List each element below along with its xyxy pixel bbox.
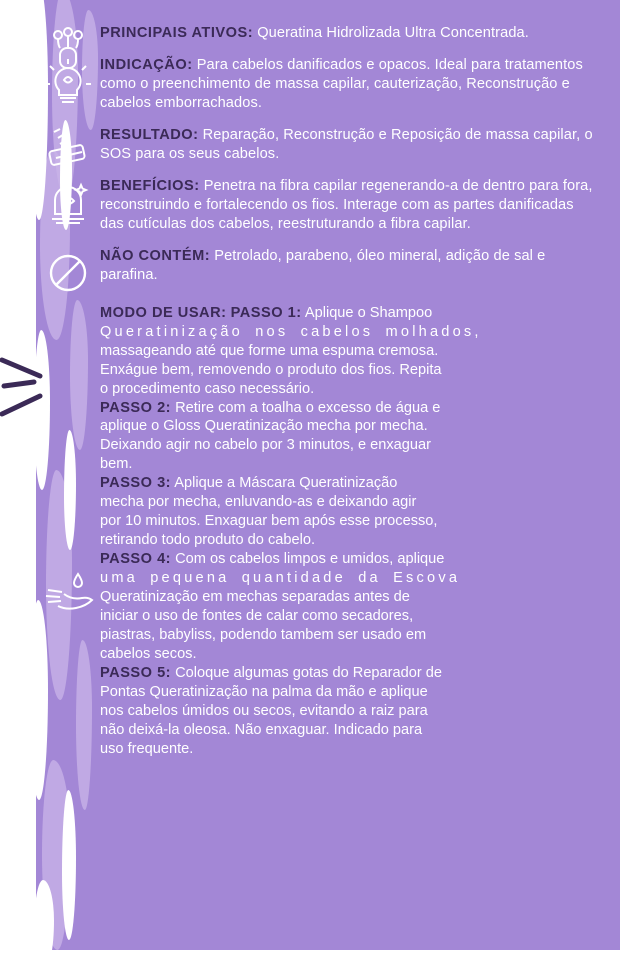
step-line: Retire com a toalha o excesso de água e <box>171 399 441 416</box>
section-label: NÃO CONTÉM: <box>100 247 211 264</box>
step-line: uso frequente. <box>100 740 194 757</box>
step-line: Aplique o Shampoo <box>301 304 433 321</box>
step-label: PASSO 3: <box>100 475 172 492</box>
section-text <box>100 56 598 113</box>
step-1 <box>100 304 598 399</box>
step-label: PASSO 1: <box>230 304 302 321</box>
section-beneficios <box>100 177 598 234</box>
step-line: piastras, babyliss, podendo tambem ser usado em <box>100 627 427 644</box>
step-line: Com os cabelos limpos e umidos, aplique <box>171 551 445 568</box>
step-line: Coloque algumas gotas do Reparador de <box>171 665 443 682</box>
section-indicacao <box>100 56 598 113</box>
section-body: Penetra na fibra capilar regenerando-a de dentro para fora, reconstruindo e fortalecendo os fios. Interage com as partes danificadas das cutículas dos cabelos, reestruturando a fibra capilar. <box>100 177 593 232</box>
step-line: bem. <box>100 456 133 473</box>
step-line: retirando todo produto do cabelo. <box>100 532 316 549</box>
brush-stroke-white-decor <box>34 880 54 963</box>
lightbulb-hair-icon <box>44 58 92 106</box>
step-line: Enxágue bem, removendo o produto dos fios. Repita <box>100 361 442 378</box>
section-label: BENEFÍCIOS: <box>100 177 200 194</box>
mode-of-use-title: MODO DE USAR: <box>100 304 227 321</box>
section-resultado <box>100 126 598 164</box>
section-body: Petrolado, parabeno, óleo mineral, adição de sal e parafina. <box>100 247 546 283</box>
shiny-hair-icon <box>44 179 92 227</box>
step-4 <box>100 550 598 664</box>
section-text <box>100 247 598 285</box>
step-line: não deixá-la oleosa. Não enxaguar. Indicado para <box>100 721 423 738</box>
section-label: PRINCIPAIS ATIVOS: <box>100 25 254 41</box>
step-line: por 10 minutos. Enxaguar bem após esse processo, <box>100 513 438 530</box>
section-body: Reparação, Reconstrução e Reposição de massa capilar, o SOS para os seus cabelos. <box>100 126 593 162</box>
step-label: PASSO 2: <box>100 399 172 416</box>
step-line: aplique o Gloss Queratinização mecha por mecha. <box>100 418 428 435</box>
section-label: RESULTADO: <box>100 126 199 143</box>
step-line: Deixando agir no cabelo por 3 minutos, e enxaguar <box>100 437 432 454</box>
step-line: massageando até que forme uma espuma cremosa. <box>100 342 439 359</box>
step-line: mecha por mecha, enluvando-as e deixando agir <box>100 494 417 511</box>
step-label: PASSO 5: <box>100 665 172 682</box>
step-line: iniciar o uso de fontes de calar como secadores, <box>100 608 414 625</box>
section-text <box>100 24 598 43</box>
step-line: o procedimento caso necessário. <box>100 380 315 397</box>
step-line: Queratinização nos cabelos molhados, <box>100 323 482 340</box>
step-line: Aplique a Máscara Queratinização <box>171 475 398 492</box>
section-nao-contem <box>100 247 598 285</box>
section-text <box>100 177 598 234</box>
hand-drop-icon <box>44 568 98 616</box>
step-line: Queratinização em mechas separadas antes de <box>100 589 410 606</box>
step-line: nos cabelos úmidos ou secos, evitando a raiz para <box>100 703 428 719</box>
step-5 <box>100 664 598 759</box>
section-body: Para cabelos danificados e opacos. Ideal para tratamentos como o preenchimento de massa capilar, cauterização, Reconstrução e cabelos emborrachados. <box>100 56 583 111</box>
section-body: Queratina Hidrolizada Ultra Concentrada. <box>253 25 529 41</box>
section-principais-ativos <box>100 24 598 43</box>
step-2 <box>100 399 598 475</box>
step-3 <box>100 474 598 550</box>
step-line: uma pequena quantidade da Escova <box>100 570 461 587</box>
content-column <box>100 24 598 759</box>
step-label: PASSO 4: <box>100 551 172 568</box>
section-text <box>100 126 598 164</box>
hair-brush-icon <box>44 128 92 176</box>
arrow-scribble-decor <box>0 352 46 422</box>
mode-of-use-block <box>100 304 598 759</box>
section-label: INDICAÇÃO: <box>100 56 193 73</box>
step-line: Pontas Queratinização na palma da mão e aplique <box>100 684 428 701</box>
step-line: cabelos secos. <box>100 646 197 663</box>
prohibited-icon <box>44 249 92 297</box>
